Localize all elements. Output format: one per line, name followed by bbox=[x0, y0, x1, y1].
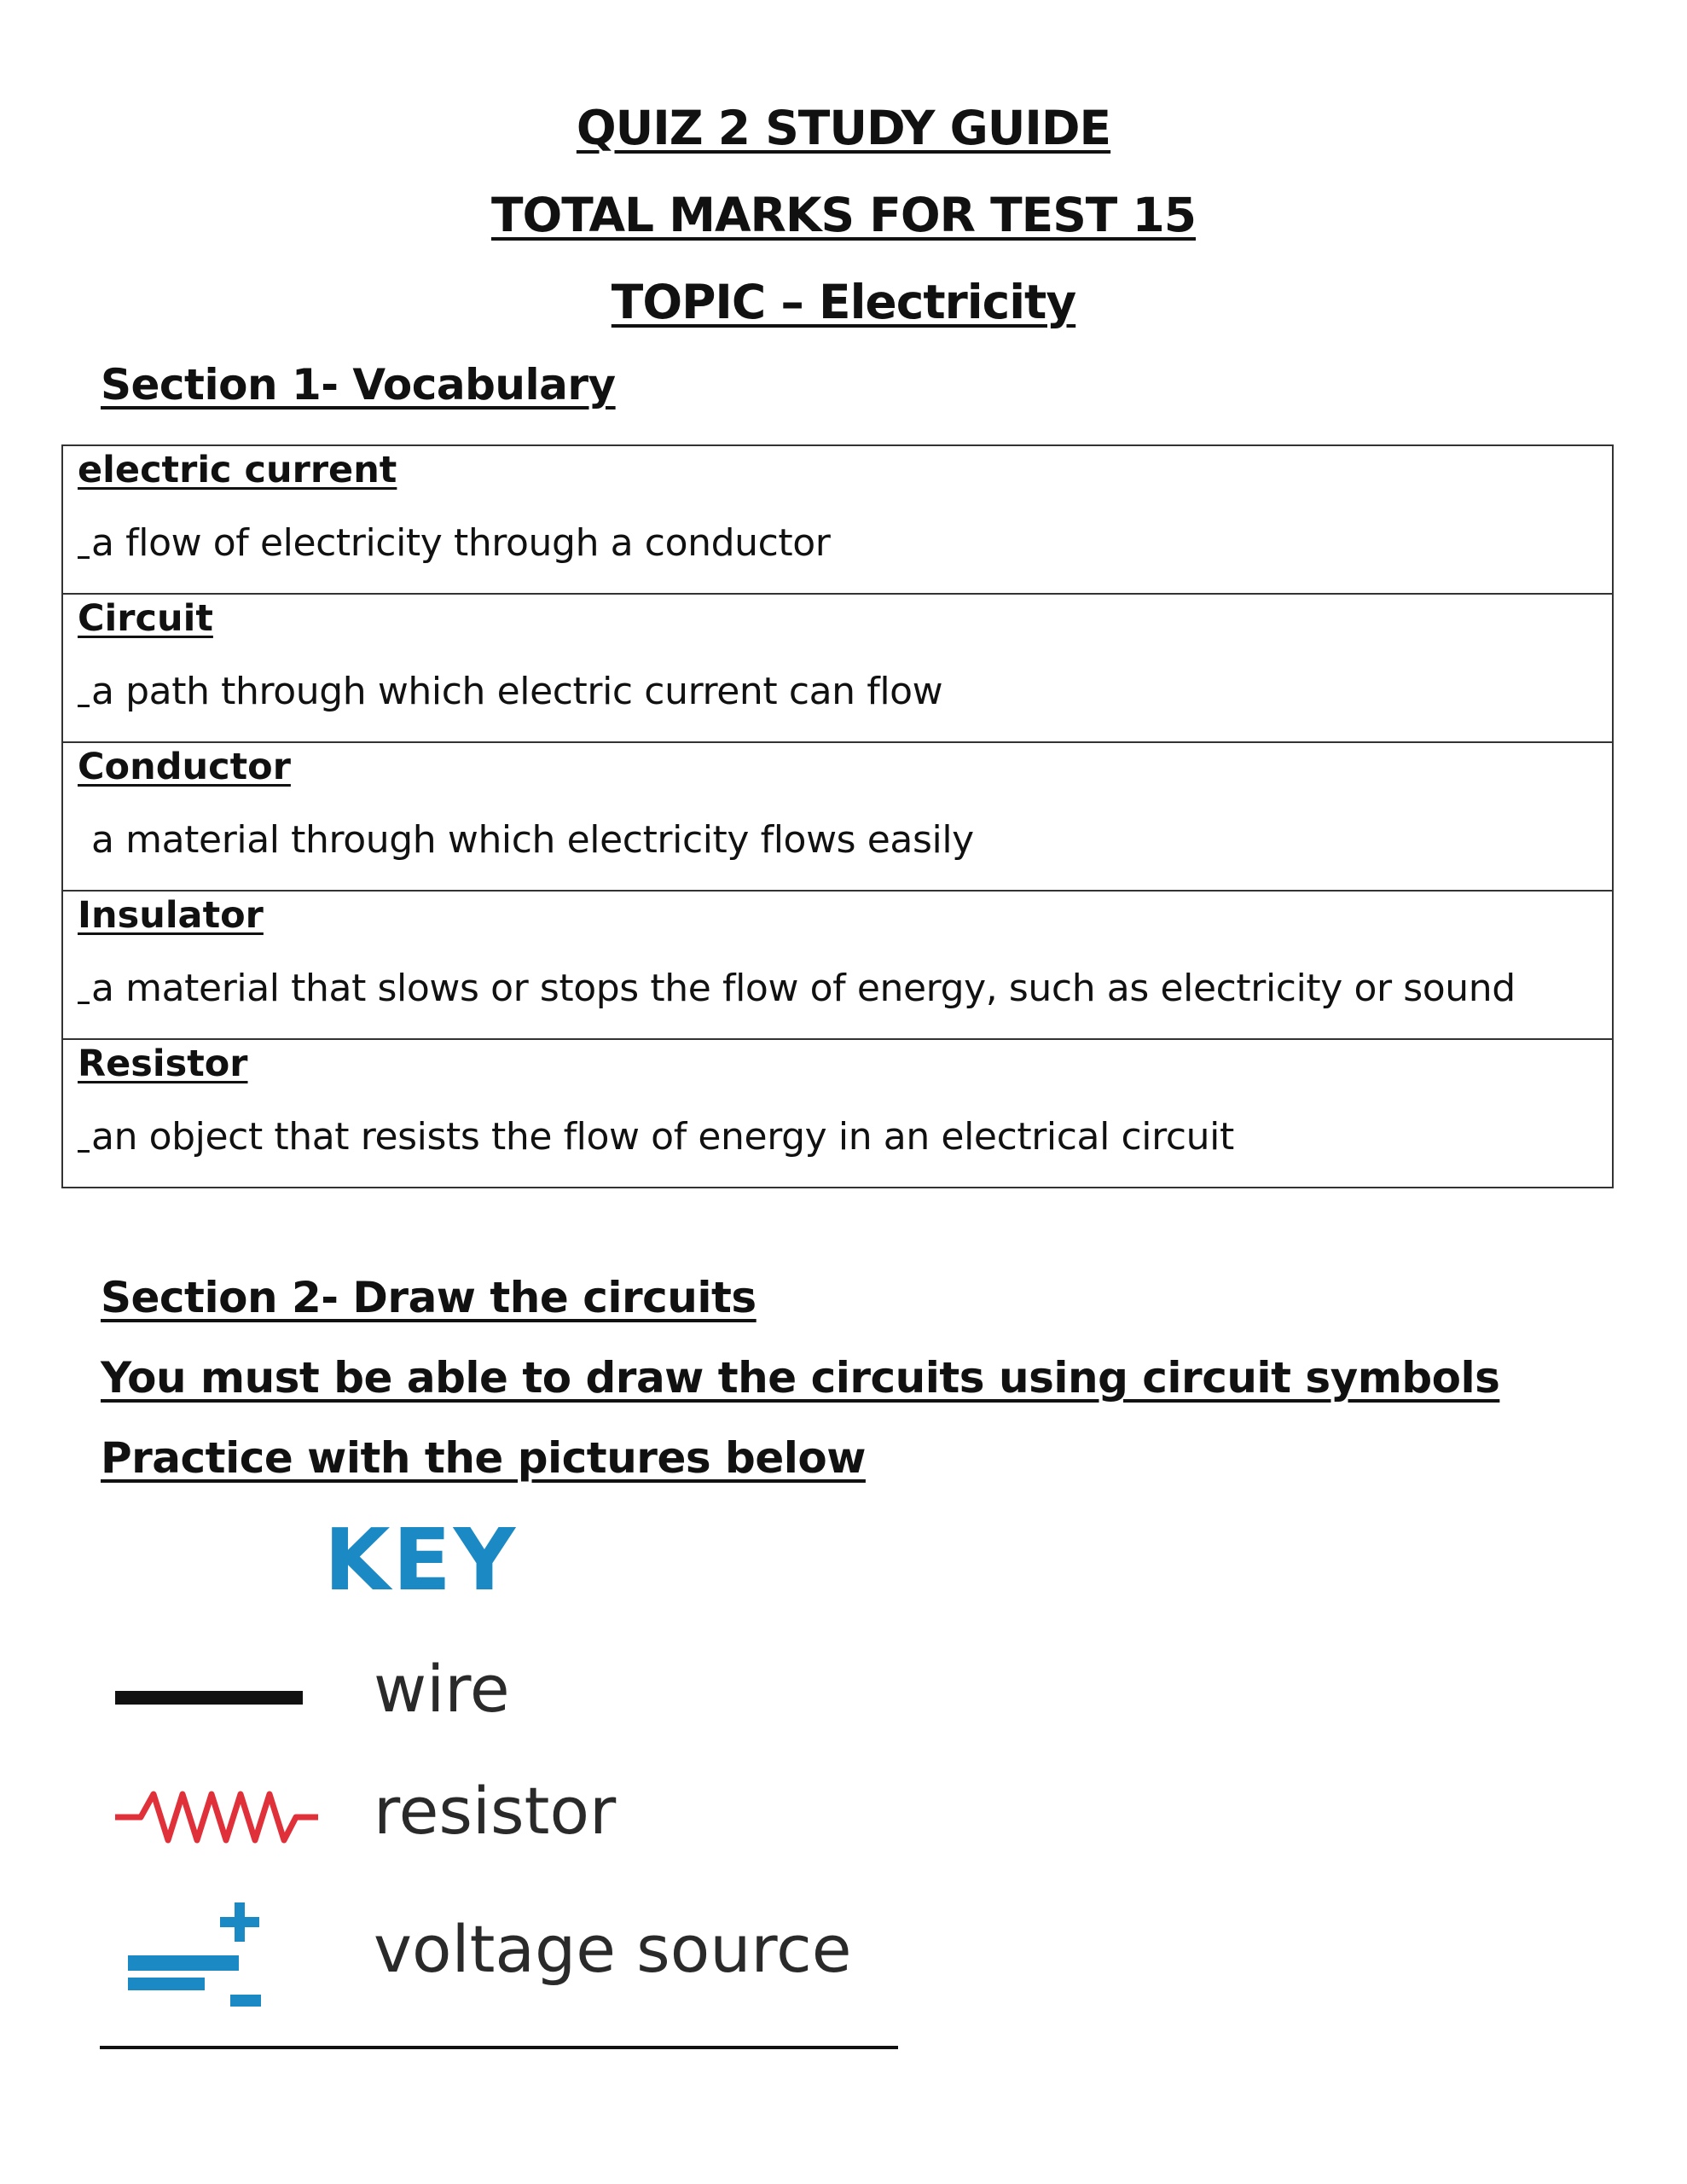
wire-symbol-icon bbox=[115, 1681, 311, 1715]
voltage-source-icon bbox=[128, 1885, 299, 2013]
blank-line-mark bbox=[78, 1124, 90, 1153]
resistor-symbol-icon bbox=[115, 1779, 320, 1856]
total-marks-heading: TOTAL MARKS FOR TEST 15 bbox=[490, 188, 1197, 242]
page-title: QUIZ 2 STUDY GUIDE bbox=[576, 101, 1111, 155]
vocab-row-insulator bbox=[63, 892, 1612, 1040]
vocab-definition-wrap bbox=[78, 967, 1516, 1010]
blank-line-mark bbox=[78, 976, 90, 1004]
vocab-row-conductor bbox=[63, 743, 1612, 892]
section2-instruction-symbols: You must be able to draw the circuits using circuit symbols bbox=[101, 1353, 1500, 1403]
blank-line-mark bbox=[78, 679, 90, 707]
vocab-definition-wrap bbox=[78, 818, 974, 862]
blank-line-mark bbox=[78, 828, 90, 856]
vocab-row-electric-current bbox=[63, 446, 1612, 595]
vocab-definition: a flow of electricity through a conductor bbox=[91, 521, 831, 565]
vocab-term: Resistor bbox=[78, 1043, 248, 1085]
topic-heading: TOPIC – Electricity bbox=[611, 275, 1076, 329]
section1-heading: Section 1- Vocabulary bbox=[101, 360, 616, 410]
blank-line-mark bbox=[78, 531, 90, 559]
vocab-definition: an object that resists the flow of energy in an electrical circuit bbox=[91, 1115, 1234, 1159]
vocabulary-table bbox=[61, 444, 1614, 1188]
vocab-term: Insulator bbox=[78, 894, 264, 937]
section2-heading: Section 2- Draw the circuits bbox=[101, 1273, 757, 1322]
voltage-source-label: voltage source bbox=[374, 1911, 852, 1987]
vocab-term: Conductor bbox=[78, 746, 291, 788]
vocab-definition: a material through which electricity flows easily bbox=[91, 818, 974, 862]
key-title: KEY bbox=[324, 1510, 519, 1610]
vocab-definition-wrap bbox=[78, 521, 830, 565]
vocab-term: electric current bbox=[78, 449, 397, 491]
wire-label: wire bbox=[374, 1651, 510, 1727]
vocab-term: Circuit bbox=[78, 597, 213, 640]
circuit-symbol-key bbox=[94, 1510, 904, 2022]
vocab-row-circuit bbox=[63, 595, 1612, 743]
vocab-definition: a material that slows or stops the flow of energy, such as electricity or sound bbox=[91, 967, 1516, 1010]
resistor-label: resistor bbox=[374, 1773, 617, 1849]
section2-instruction-practice: Practice with the pictures below bbox=[101, 1433, 866, 1483]
vocab-row-resistor bbox=[63, 1040, 1612, 1187]
vocab-definition-wrap bbox=[78, 670, 942, 713]
vocab-definition: a path through which electric current can flow bbox=[91, 670, 943, 713]
vocab-definition-wrap bbox=[78, 1115, 1234, 1159]
drawing-line bbox=[100, 2046, 898, 2049]
